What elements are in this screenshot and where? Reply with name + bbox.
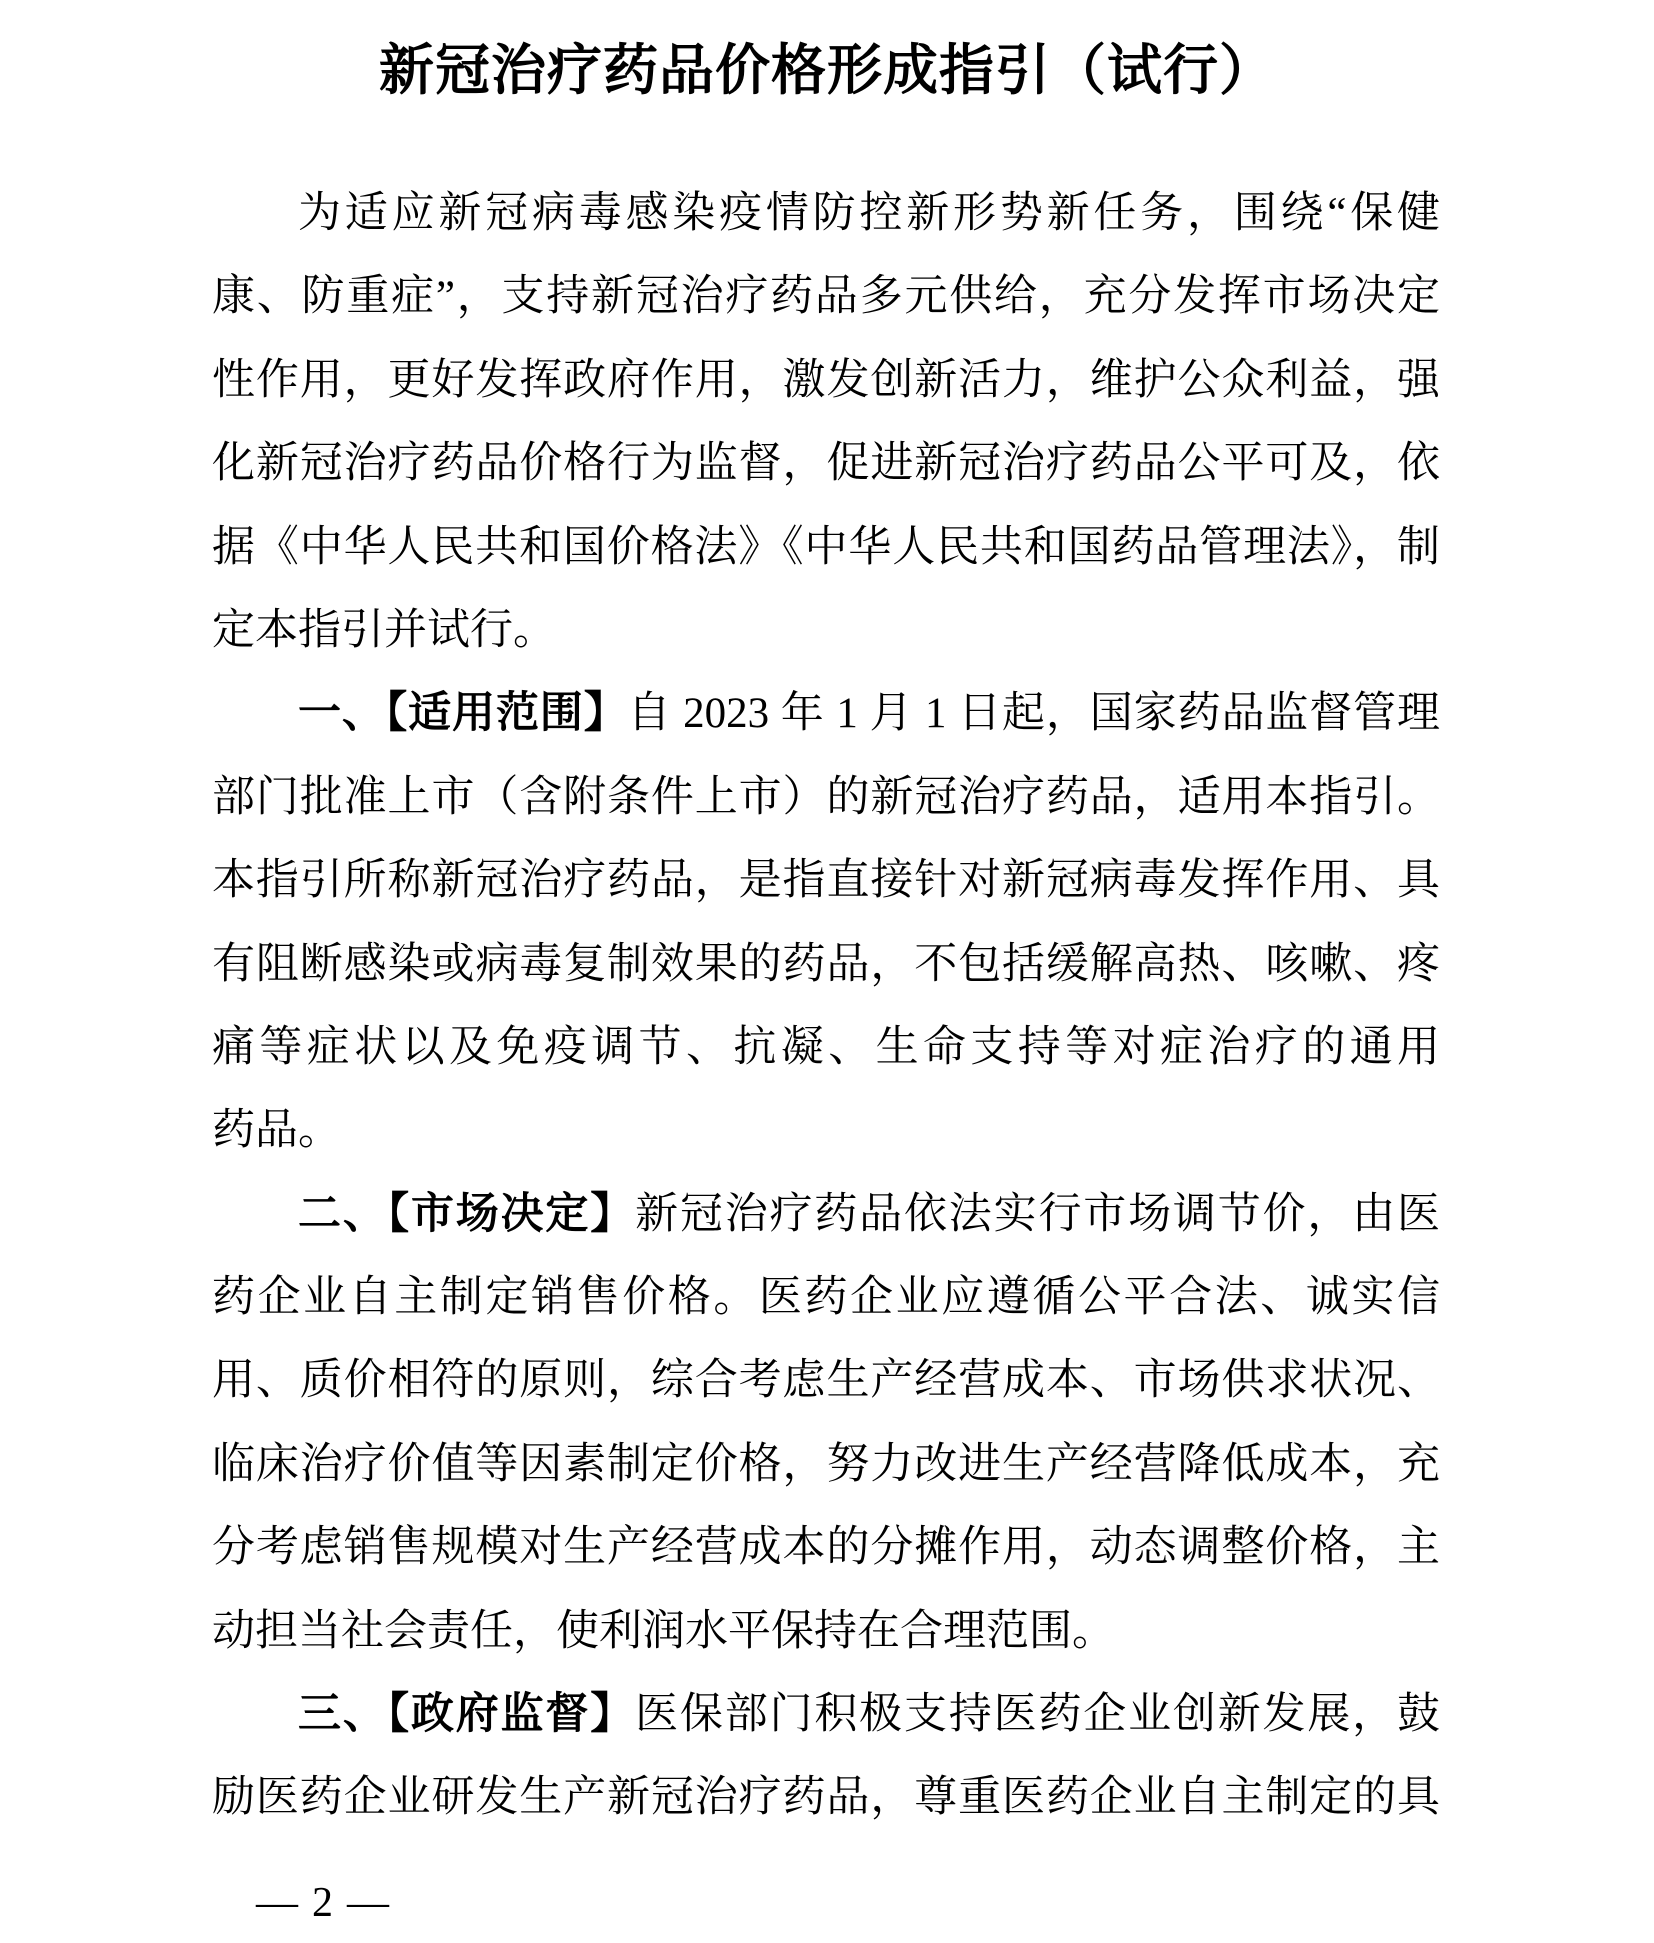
section-heading: 一、【适用范围】 (298, 689, 628, 738)
body-line: 部门批准上市（含附条件上市）的新冠治疗药品，适用本指引。 (212, 773, 1440, 821)
body-line: 励医药企业研发生产新冠治疗药品，尊重医药企业自主制定的具 (212, 1774, 1440, 1822)
body-line: 临床治疗价值等因素制定价格，努力改进生产经营降低成本，充 (212, 1440, 1440, 1488)
body-line: 化新冠治疗药品价格行为监督，促进新冠治疗药品公平可及，依 (212, 440, 1440, 488)
body-line: 动担当社会责任，使利润水平保持在合理范围。 (212, 1607, 1115, 1655)
body-line: 分考虑销售规模对生产经营成本的分摊作用，动态调整价格，主 (212, 1524, 1440, 1572)
body-line: 本指引所称新冠治疗药品，是指直接针对新冠病毒发挥作用、具 (212, 857, 1440, 905)
body-line (212, 1673, 1440, 1756)
line-text: 医保部门积极支持医药企业创新发展，鼓 (635, 1691, 1441, 1739)
body-line: 痛等症状以及免疫调节、抗凝、生命支持等对症治疗的通用 (212, 1023, 1440, 1071)
body-line: 性作用，更好发挥政府作用，激发创新活力，维护公众利益，强 (212, 356, 1440, 404)
line-text: 自 2023 年 1 月 1 日起，国家药品监督管理 (627, 690, 1441, 738)
line-text: 新冠治疗药品依法实行市场调节价，由医 (635, 1190, 1441, 1238)
footer-dash-left: — (256, 1880, 298, 1926)
page-footer (256, 1873, 389, 1933)
body-line: 药企业自主制定销售价格。医药企业应遵循公平合法、诚实信 (212, 1274, 1440, 1322)
body-line: 药品。 (212, 1107, 341, 1155)
body-line (212, 672, 1440, 755)
section-heading: 二、【市场决定】 (298, 1189, 636, 1238)
document-body (212, 172, 1440, 1840)
page-number: 2 (312, 1880, 333, 1926)
body-line: 为适应新冠病毒感染疫情防控新形势新任务，围绕“保健 (298, 190, 1440, 237)
body-line: 康、防重症”，支持新冠治疗药品多元供给，充分发挥市场决定 (212, 273, 1440, 321)
body-line: 用、质价相符的原则，综合考虑生产经营成本、市场供求状况、 (212, 1357, 1440, 1405)
footer-dash-right: — (347, 1880, 389, 1926)
document-title: 新冠治疗药品价格形成指引（试行） (378, 40, 1275, 101)
body-line: 有阻断感染或病毒复制效果的药品，不包括缓解高热、咳嗽、疼 (212, 940, 1440, 988)
body-line: 据《中华人民共和国价格法》《中华人民共和国药品管理法》，制 (212, 523, 1440, 571)
body-line: 定本指引并试行。 (212, 606, 556, 654)
body-line (212, 1173, 1440, 1256)
section-heading: 三、【政府监督】 (298, 1690, 636, 1739)
